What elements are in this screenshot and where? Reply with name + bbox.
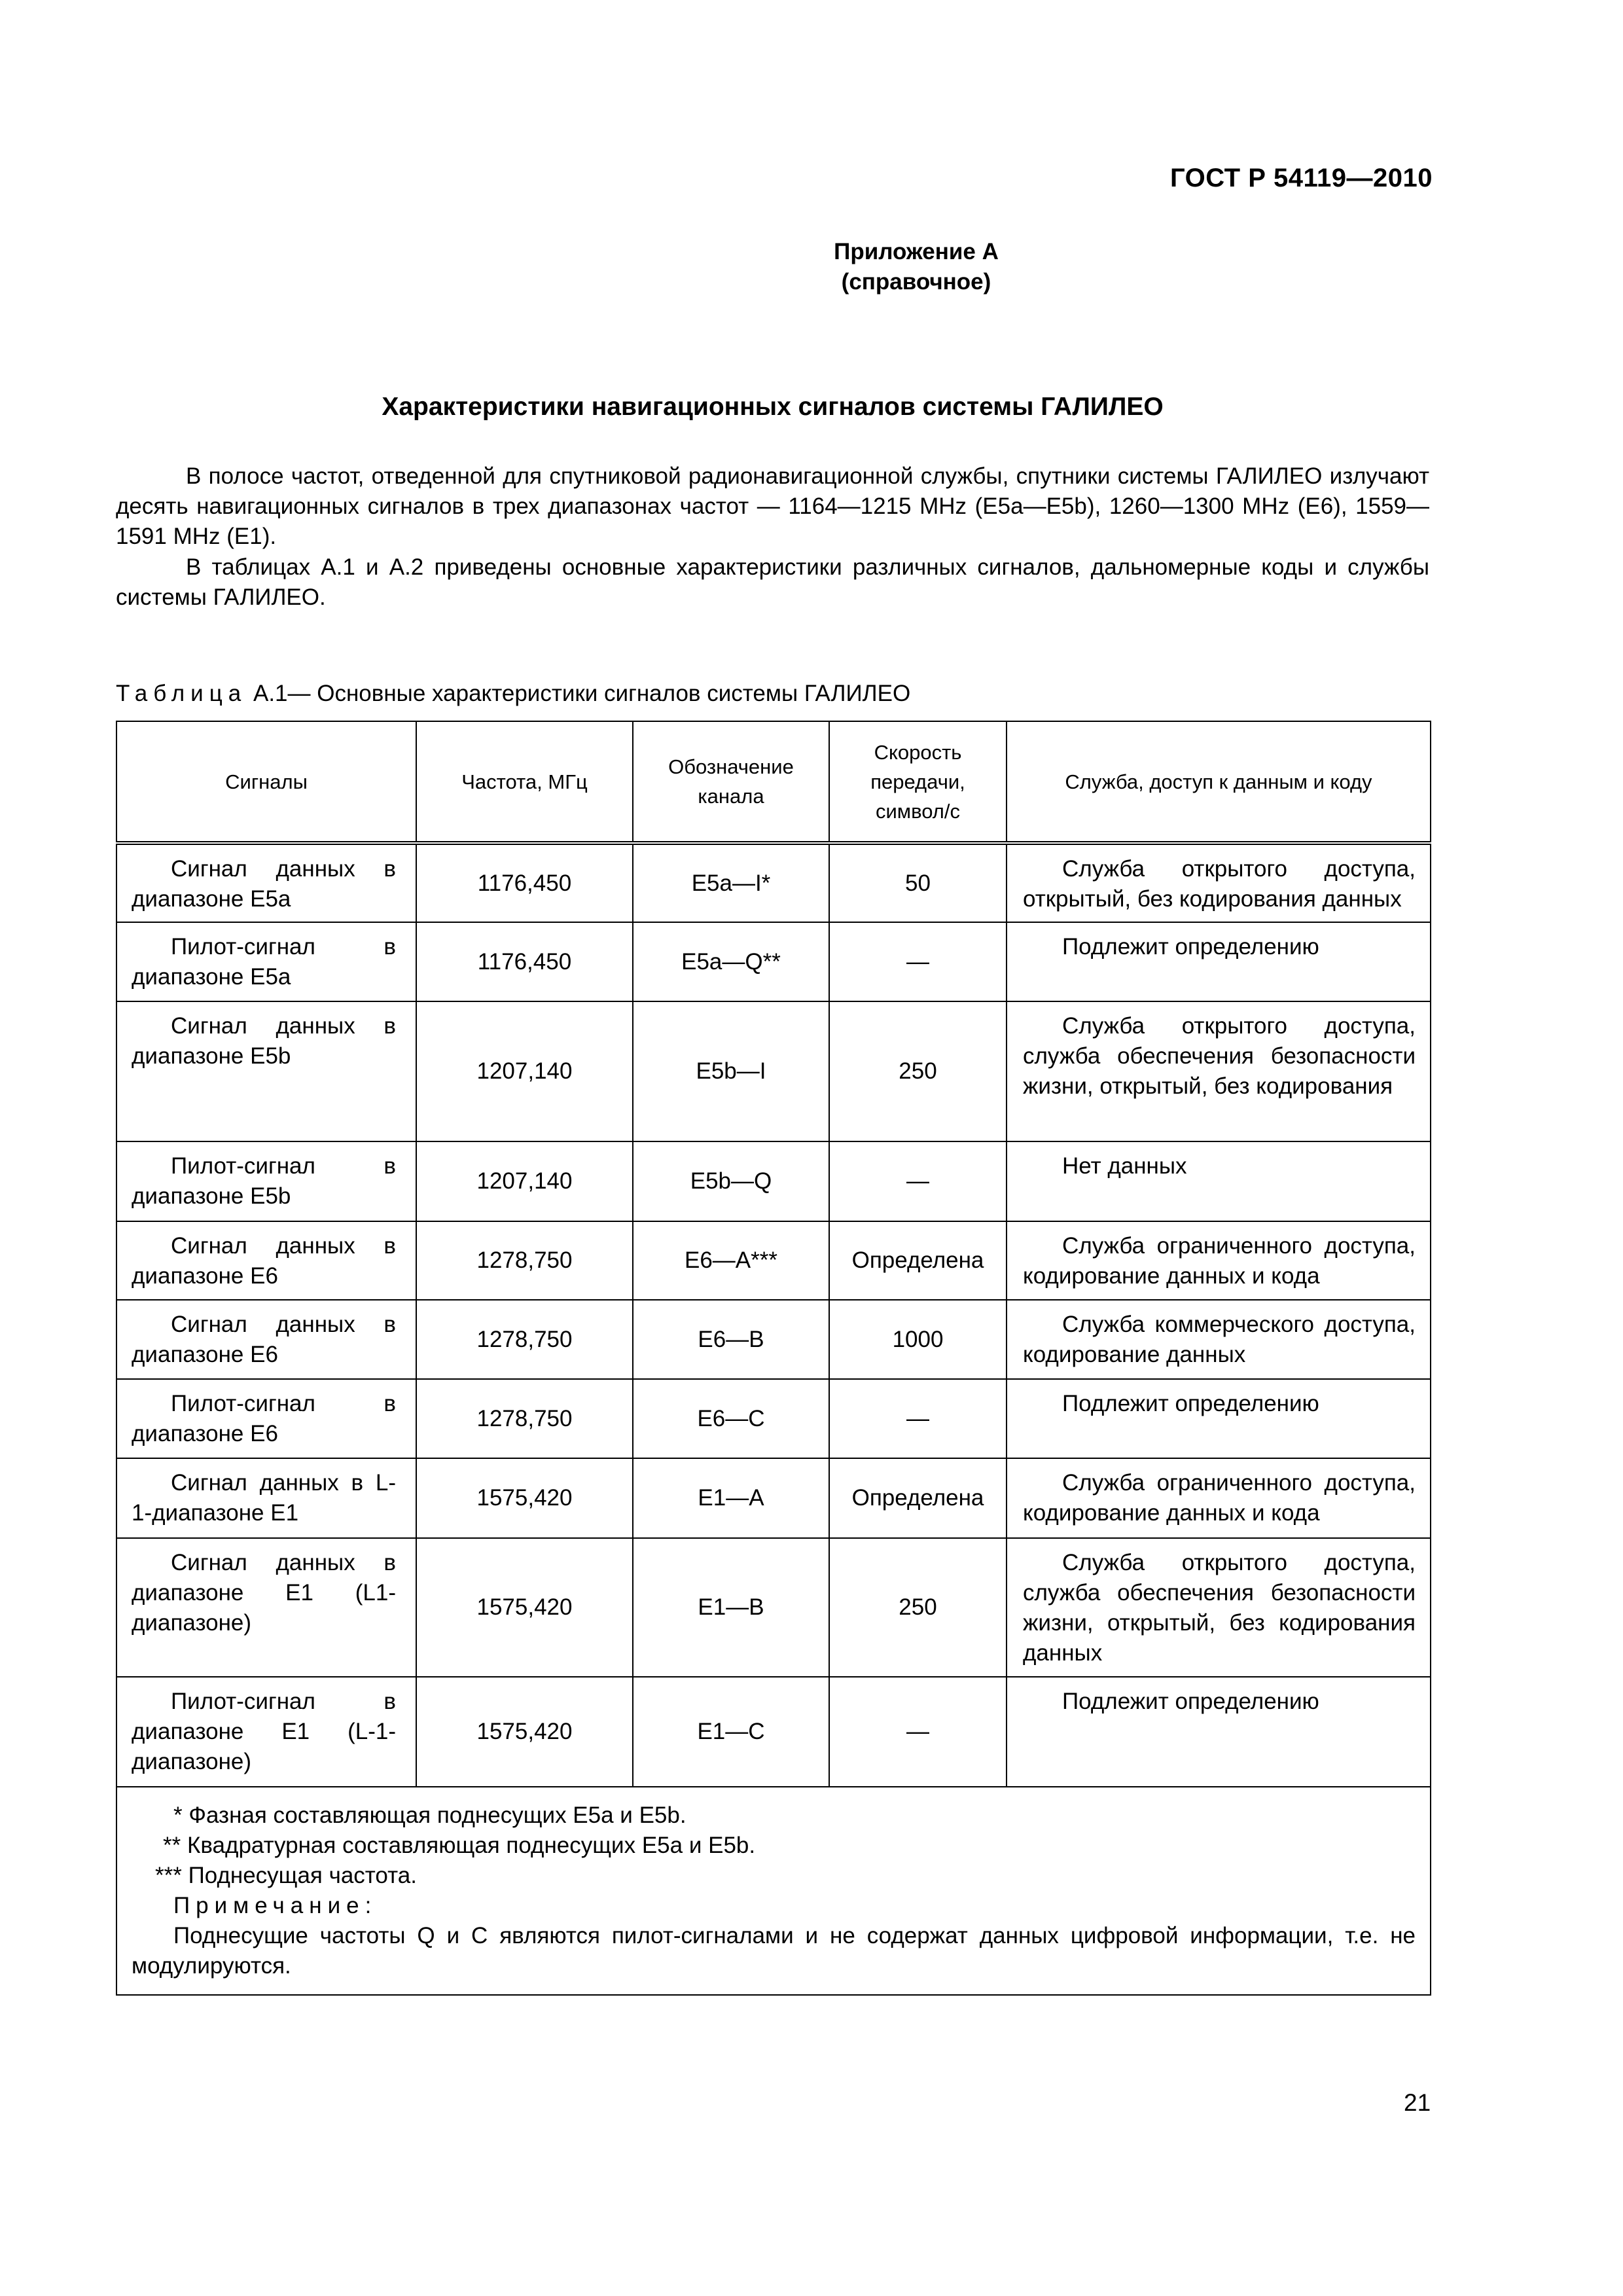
signal-cell: Сигнал данных в диапазоне E1 (L1-диапазоне)	[116, 1538, 416, 1677]
signal-cell: Пилот-сигнал в диапазоне E5a	[116, 922, 416, 1001]
frequency-cell: 1176,450	[416, 843, 633, 922]
signal-cell: Сигнал данных в диапазоне E6	[116, 1221, 416, 1300]
service-cell: Подлежит определению	[1007, 1677, 1431, 1787]
rate-cell: —	[829, 1677, 1007, 1787]
frequency-cell: 1575,420	[416, 1677, 633, 1787]
appendix-heading	[0, 237, 1623, 297]
frequency-cell: 1575,420	[416, 1458, 633, 1538]
table-header-row	[116, 721, 1431, 843]
frequency-cell: 1278,750	[416, 1300, 633, 1379]
service-cell: Подлежит определению	[1007, 1379, 1431, 1458]
table-caption-number: А.1	[253, 681, 288, 706]
channel-cell: E5b—Q	[633, 1141, 829, 1221]
table-caption-text: — Основные характеристики сигналов системы ГАЛИЛЕО	[287, 681, 911, 706]
service-cell: Служба открытого доступа, открытый, без кодирования данных	[1007, 843, 1431, 922]
table-row	[116, 1538, 1431, 1677]
table-row	[116, 1221, 1431, 1300]
appendix-status: (справочное)	[841, 269, 991, 295]
rate-cell: —	[829, 1379, 1007, 1458]
column-header-channel: Обозначение канала	[633, 721, 829, 843]
table-row	[116, 843, 1431, 922]
channel-cell: E6—C	[633, 1379, 829, 1458]
service-cell: Служба ограниченного доступа, кодирование данных и кода	[1007, 1221, 1431, 1300]
note-title: Примечание:	[173, 1893, 378, 1918]
table-caption-prefix: Таблица	[116, 681, 247, 706]
signal-cell: Пилот-сигнал в диапазоне E6	[116, 1379, 416, 1458]
channel-cell: E1—C	[633, 1677, 829, 1787]
table-caption	[116, 681, 910, 707]
rate-cell: Определена	[829, 1458, 1007, 1538]
service-cell: Нет данных	[1007, 1141, 1431, 1221]
table-row	[116, 922, 1431, 1001]
rate-cell: 50	[829, 843, 1007, 922]
column-header-signals: Сигналы	[116, 721, 416, 843]
signal-cell: Пилот-сигнал в диапазоне E5b	[116, 1141, 416, 1221]
channel-cell: E5a—Q**	[633, 922, 829, 1001]
rate-cell: Определена	[829, 1221, 1007, 1300]
signal-cell: Сигнал данных в диапазоне E6	[116, 1300, 416, 1379]
frequency-cell: 1176,450	[416, 922, 633, 1001]
service-cell: Служба открытого доступа, служба обеспечения безопасности жизни, открытый, без кодирования	[1007, 1001, 1431, 1141]
channel-cell: E1—A	[633, 1458, 829, 1538]
rate-cell: —	[829, 922, 1007, 1001]
channel-cell: E6—B	[633, 1300, 829, 1379]
service-cell: Подлежит определению	[1007, 922, 1431, 1001]
table-row	[116, 1458, 1431, 1538]
table-row	[116, 1677, 1431, 1787]
channel-cell: E5b—I	[633, 1001, 829, 1141]
rate-cell: 250	[829, 1538, 1007, 1677]
rate-cell: 1000	[829, 1300, 1007, 1379]
rate-cell: 250	[829, 1001, 1007, 1141]
signals-table	[116, 721, 1431, 1996]
service-cell: Служба открытого доступа, служба обеспечения безопасности жизни, открытый, без кодирования данных	[1007, 1538, 1431, 1677]
column-header-frequency: Частота, МГц	[416, 721, 633, 843]
channel-cell: E5a—I*	[633, 843, 829, 922]
footnote-3: *** Поднесущая частота.	[155, 1863, 417, 1888]
channel-cell: E6—A***	[633, 1221, 829, 1300]
channel-cell: E1—B	[633, 1538, 829, 1677]
frequency-cell: 1575,420	[416, 1538, 633, 1677]
rate-cell: —	[829, 1141, 1007, 1221]
signal-cell: Пилот-сигнал в диапазоне E1 (L-1-диапазоне)	[116, 1677, 416, 1787]
table-footnotes	[116, 1787, 1431, 1995]
table-row	[116, 1001, 1431, 1141]
table-row	[116, 1300, 1431, 1379]
table-footnotes-row	[116, 1787, 1431, 1995]
table-row	[116, 1379, 1431, 1458]
frequency-cell: 1207,140	[416, 1141, 633, 1221]
signal-cell: Сигнал данных в диапазоне E5a	[116, 843, 416, 922]
section-title: Характеристики навигационных сигналов системы ГАЛИЛЕО	[382, 393, 1164, 421]
note-text: Поднесущие частоты Q и C являются пилот-сигналами и не содержат данных цифровой информации, т.е. не модулируются.	[132, 1923, 1416, 1979]
column-header-service: Служба, доступ к данным и коду	[1007, 721, 1431, 843]
appendix-label: Приложение А	[834, 239, 999, 264]
signal-cell: Сигнал данных в L-1-диапазоне E1	[116, 1458, 416, 1538]
service-cell: Служба ограниченного доступа, кодирование данных и кода	[1007, 1458, 1431, 1538]
signal-cell: Сигнал данных в диапазоне E5b	[116, 1001, 416, 1141]
intro-paragraph: В полосе частот, отведенной для спутниковой радионавигационной службы, спутники системы ГАЛИЛЕО излучают десять навигационных сигналов в трех диапазонах частот — 1164—1215 MHz (E5a—E5b), 1260—1300 MHz (E6), 1559—1591 MHz (E1).	[116, 463, 1429, 549]
footnote-2: ** Квадратурная составляющая поднесущих E5a и E5b.	[163, 1833, 756, 1858]
frequency-cell: 1207,140	[416, 1001, 633, 1141]
frequency-cell: 1278,750	[416, 1221, 633, 1300]
table-row	[116, 1141, 1431, 1221]
column-header-rate: Скорость передачи, символ/с	[829, 721, 1007, 843]
service-cell: Служба коммерческого доступа, кодирование данных	[1007, 1300, 1431, 1379]
frequency-cell: 1278,750	[416, 1379, 633, 1458]
standard-id: ГОСТ Р 54119—2010	[1170, 164, 1433, 192]
tables-reference-paragraph: В таблицах А.1 и А.2 приведены основные характеристики различных сигналов, дальномерные коды и службы системы ГАЛИЛЕО.	[116, 554, 1429, 610]
footnote-1: * Фазная составляющая поднесущих E5a и E5b.	[173, 1803, 687, 1828]
page-number: 21	[1404, 2089, 1431, 2116]
